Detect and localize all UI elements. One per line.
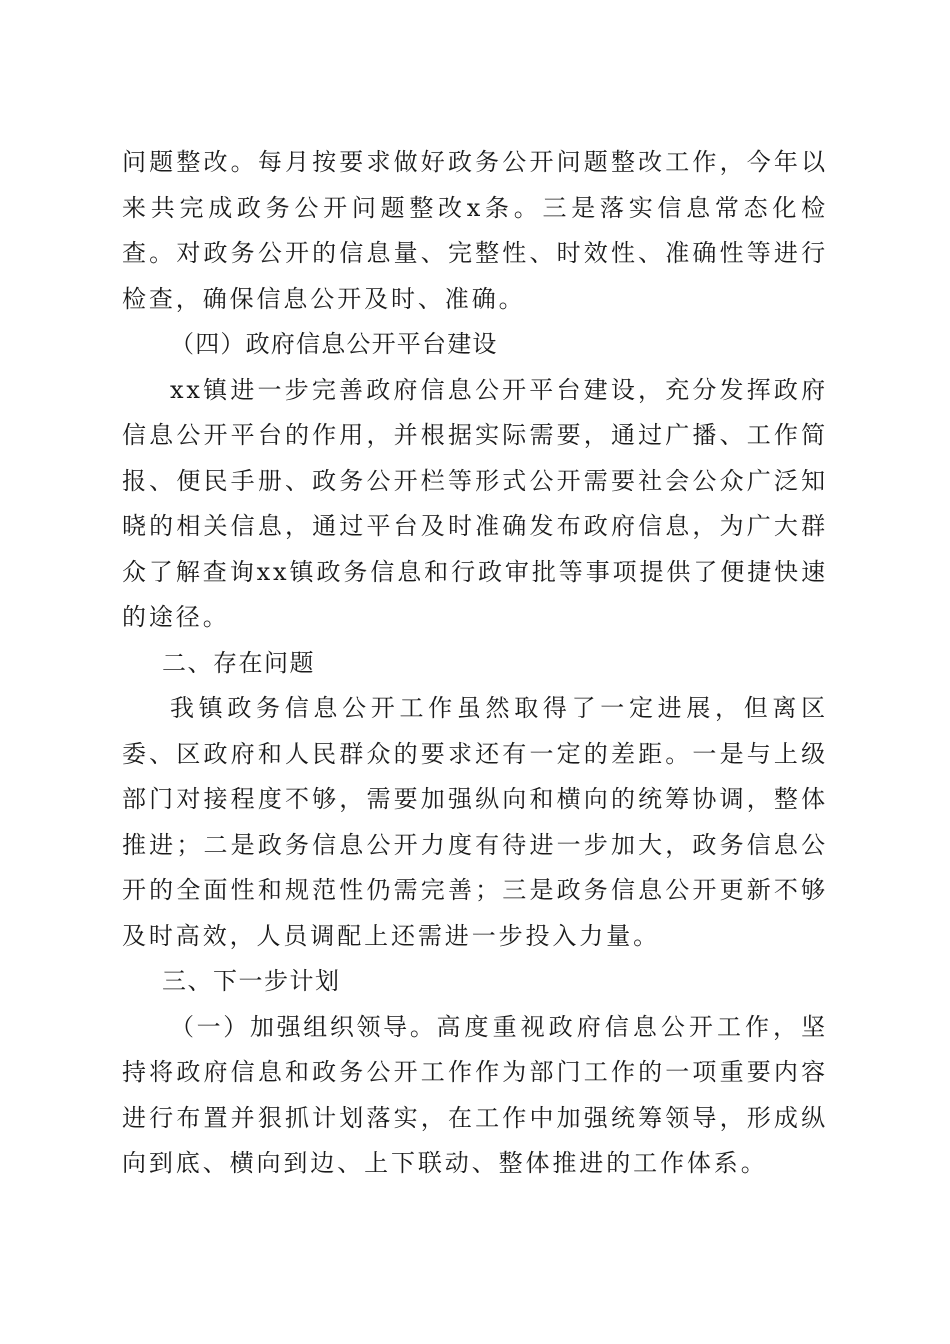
document-body	[122, 140, 828, 1187]
paragraph-platform: xx镇进一步完善政府信息公开平台建设，充分发挥政府信息公开平台的作用，并根据实际需要，通过广播、工作简报、便民手册、政务公开栏等形式公开需要社会公众广泛知晓的相关信息，通过平台及时准确发布政府信息，为广大群众了解查询xx镇政务信息和行政审批等事项提供了便捷快速的途径。	[122, 375, 828, 631]
paragraph-continuation: 问题整改。每月按要求做好政务公开问题整改工作，今年以来共完成政务公开问题整改x条。三是落实信息常态化检查。对政务公开的信息量、完整性、时效性、准确性等进行检查，确保信息公开及时、准确。	[122, 148, 828, 313]
item-body-leadership: 高度重视政府信息公开工作，坚持将政府信息和政务公开工作作为部门工作的一项重要内容进行布置并狠抓计划落实，在工作中加强统筹领导，形成纵向到底、横向到边、上下联动、整体推进的工作体系。	[122, 1012, 828, 1177]
item-heading-leadership: （一）加强组织领导。	[170, 1012, 437, 1041]
paragraph-next-plan-item1	[122, 1005, 828, 1187]
paragraph-problems: 我镇政务信息公开工作虽然取得了一定进展，但离区委、区政府和人民群众的要求还有一定的差距。一是与上级部门对接程度不够，需要加强纵向和横向的统筹协调，整体推进；二是政务信息公开力度有待进一步加大，政务信息公开的全面性和规范性仍需完善；三是政务信息公开更新不够及时高效，人员调配上还需进一步投入力量。	[122, 694, 828, 950]
section-heading-next-plan: 三、下一步计划	[162, 967, 341, 995]
section-heading-platform: （四）政府信息公开平台建设	[170, 330, 498, 358]
section-heading-problems: 二、存在问题	[162, 648, 315, 677]
